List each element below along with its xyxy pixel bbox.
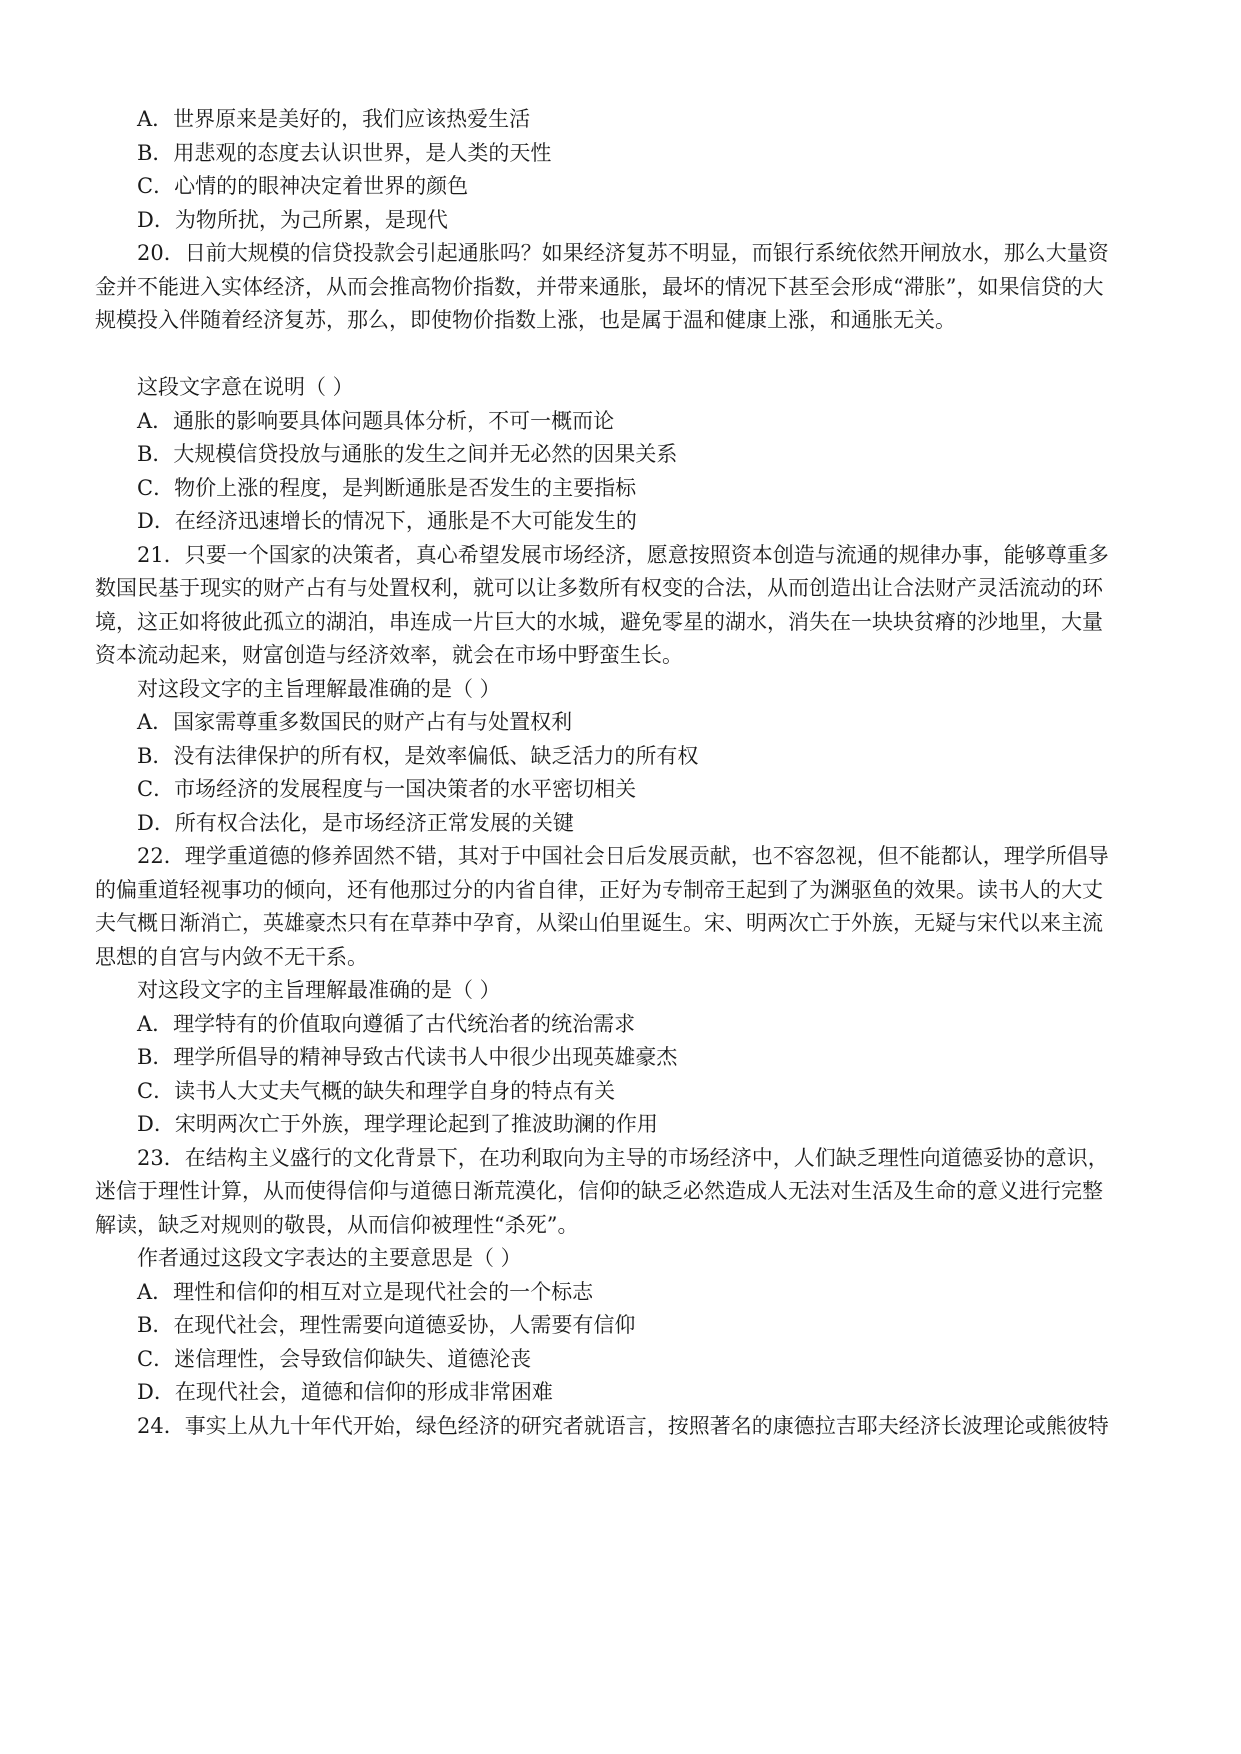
q20-option-c: C．物价上涨的程度，是判断通胀是否发生的主要指标 bbox=[137, 476, 637, 500]
q19-option-a: A．世界原来是美好的，我们应该热爱生活 bbox=[137, 107, 531, 131]
q23-stem-line-3: 解读，缺乏对规则的敬畏，从而信仰被理性“杀死”。 bbox=[95, 1213, 579, 1237]
q23-question: 作者通过这段文字表达的主要意思是（ ） bbox=[137, 1246, 522, 1270]
q22-question: 对这段文字的主旨理解最准确的是（ ） bbox=[137, 978, 501, 1002]
q21-stem-line-3: 境，这正如将彼此孤立的湖泊，串连成一片巨大的水城，避免零星的湖水，消失在一块块贫瘠的沙地里，大量 bbox=[95, 610, 1103, 634]
q20-option-a: A．通胀的影响要具体问题具体分析，不可一概而论 bbox=[137, 409, 615, 433]
q21-stem-line-2: 数国民基于现实的财产占有与处置权利，就可以让多数所有权变的合法，从而创造出让合法财产灵活流动的环 bbox=[95, 576, 1103, 600]
q19-option-d: D．为物所扰，为己所累，是现代 bbox=[137, 208, 448, 232]
q20-option-d: D．在经济迅速增长的情况下，通胀是不大可能发生的 bbox=[137, 509, 637, 533]
q21-option-c: C．市场经济的发展程度与一国决策者的水平密切相关 bbox=[137, 777, 637, 801]
q23-option-b: B．在现代社会，理性需要向道德妥协，人需要有信仰 bbox=[137, 1313, 636, 1337]
q23-stem-line-2: 迷信于理性计算，从而使得信仰与道德日渐荒漠化，信仰的缺乏必然造成人无法对生活及生命的意义进行完整 bbox=[95, 1179, 1103, 1203]
q22-stem-line-1: 22．理学重道德的修养固然不错，其对于中国社会日后发展贡献，也不容忽视，但不能都认，理学所倡导 bbox=[137, 844, 1109, 868]
q21-stem-line-4: 资本流动起来，财富创造与经济效率，就会在市场中野蛮生长。 bbox=[95, 643, 683, 667]
q23-stem-line-1: 23．在结构主义盛行的文化背景下，在功利取向为主导的市场经济中，人们缺乏理性向道德妥协的意识， bbox=[137, 1146, 1109, 1170]
q22-option-a: A．理学特有的价值取向遵循了古代统治者的统治需求 bbox=[137, 1012, 636, 1036]
q21-option-b: B．没有法律保护的所有权，是效率偏低、缺乏活力的所有权 bbox=[137, 744, 699, 768]
q20-question: 这段文字意在说明（ ） bbox=[137, 375, 354, 399]
q21-option-d: D．所有权合法化，是市场经济正常发展的关键 bbox=[137, 811, 574, 835]
q21-question: 对这段文字的主旨理解最准确的是（ ） bbox=[137, 677, 501, 701]
q20-stem-line-1: 20．日前大规模的信贷投款会引起通胀吗？如果经济复苏不明显，而银行系统依然开闸放水，那么大量资 bbox=[137, 241, 1109, 265]
q21-stem-line-1: 21．只要一个国家的决策者，真心希望发展市场经济，愿意按照资本创造与流通的规律办事，能够尊重多 bbox=[137, 543, 1109, 567]
q24-stem-line-1: 24．事实上从九十年代开始，绿色经济的研究者就语言，按照著名的康德拉吉耶夫经济长波理论或熊彼特 bbox=[137, 1414, 1109, 1438]
q22-stem-line-4: 思想的自宫与内敛不无干系。 bbox=[95, 945, 368, 969]
q23-option-a: A．理性和信仰的相互对立是现代社会的一个标志 bbox=[137, 1280, 594, 1304]
q22-stem-line-2: 的偏重道轻视事功的倾向，还有他那过分的内省自律，正好为专制帝王起到了为渊驱鱼的效果。读书人的大丈 bbox=[95, 878, 1103, 902]
q22-option-c: C．读书人大丈夫气概的缺失和理学自身的特点有关 bbox=[137, 1079, 616, 1103]
q22-stem-line-3: 夫气概日渐消亡，英雄豪杰只有在草莽中孕育，从梁山伯里诞生。宋、明两次亡于外族，无疑与宋代以来主流 bbox=[95, 911, 1103, 935]
q20-option-b: B．大规模信贷投放与通胀的发生之间并无必然的因果关系 bbox=[137, 442, 678, 466]
q19-option-c: C．心情的的眼神决定着世界的颜色 bbox=[137, 174, 469, 198]
q22-option-d: D．宋明两次亡于外族，理学理论起到了推波助澜的作用 bbox=[137, 1112, 658, 1136]
q23-option-d: D．在现代社会，道德和信仰的形成非常困难 bbox=[137, 1380, 553, 1404]
q22-option-b: B．理学所倡导的精神导致古代读书人中很少出现英雄豪杰 bbox=[137, 1045, 678, 1069]
q20-stem-line-2: 金并不能进入实体经济，从而会推高物价指数，并带来通胀，最坏的情况下甚至会形成“滞胀”，如果信贷的大 bbox=[95, 275, 1104, 299]
q21-option-a: A．国家需尊重多数国民的财产占有与处置权利 bbox=[137, 710, 573, 734]
q20-stem-line-3: 规模投入伴随着经济复苏，那么，即使物价指数上涨，也是属于温和健康上涨，和通胀无关。 bbox=[95, 308, 956, 332]
q19-option-b: B．用悲观的态度去认识世界，是人类的天性 bbox=[137, 141, 552, 165]
q23-option-c: C．迷信理性，会导致信仰缺失、道德沦丧 bbox=[137, 1347, 532, 1371]
